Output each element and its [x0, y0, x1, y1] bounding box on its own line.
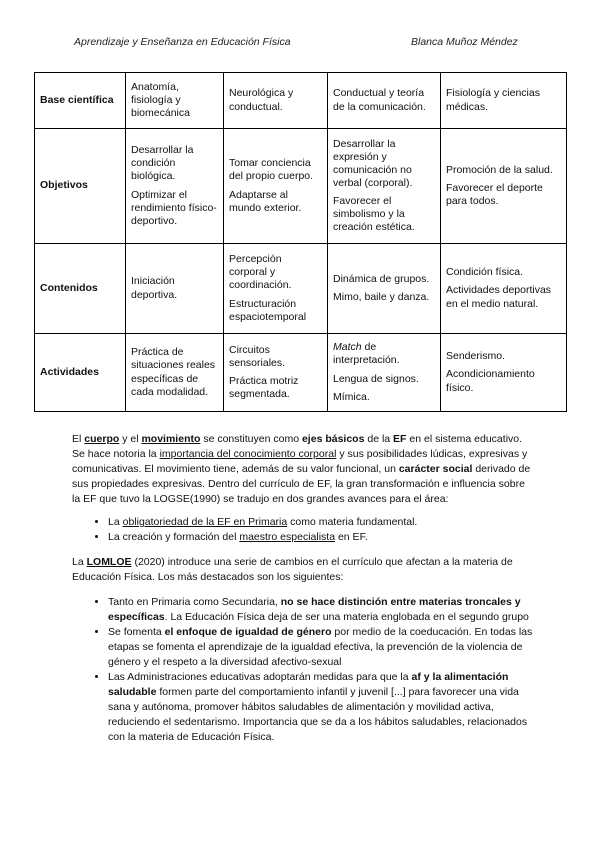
text-run: La creación y formación del — [108, 531, 240, 543]
cell-text: Condición física. — [446, 266, 524, 279]
table-cell — [441, 129, 567, 244]
cell-text: Percepción corporal y coordinación. — [229, 253, 292, 292]
list-item — [108, 530, 534, 545]
list-item — [108, 515, 534, 530]
table-row-base-cientifica — [35, 73, 567, 129]
table-row-actividades — [35, 334, 567, 412]
list-lomloe-changes — [72, 595, 534, 745]
cell-text: Desarrollar la expresión y comunicación no verbal (corporal). — [333, 137, 413, 189]
text-run: La — [72, 556, 87, 568]
cell-text: Acondicionamiento físico. — [446, 368, 535, 394]
row-label: Objetivos — [35, 129, 126, 244]
table-row-contenidos — [35, 244, 567, 334]
cell-text: Práctica de situaciones reales específicas de cada modalidad. — [131, 346, 216, 398]
text-run: y sus posibilidades lúdicas, expresivas y comunicativas. El movimiento tiene, además de su valor funcional, un — [72, 448, 528, 475]
cell-text: Lengua de signos. — [333, 372, 419, 385]
text-run: por medio de la coeducación. En todas las etapas se fomenta el aprendizaje de la igualdad efectiva, la prevención de la violencia de género y el respeto a la diversidad afectivo-sexual — [108, 626, 533, 668]
row-label: Base científica — [35, 73, 126, 129]
table-row-objetivos — [35, 129, 567, 244]
text-run: La — [108, 516, 123, 528]
cell-text: Mimo, baile y danza. — [333, 291, 430, 303]
cell-text: Práctica motriz segmentada. — [229, 375, 299, 401]
text-run: Tanto en Primaria como Secundaria, — [108, 596, 281, 608]
table-cell: Anatomía, fisiología y biomecánica — [126, 73, 224, 129]
text-run: El — [72, 433, 85, 445]
paragraph-ejes-basicos — [72, 432, 534, 507]
table-cell — [224, 244, 328, 334]
row-label: Contenidos — [35, 244, 126, 334]
cell-text: Iniciación deportiva. — [131, 275, 178, 301]
cell-italic-text: Match — [333, 341, 362, 354]
cell-text: Adaptarse al mundo exterior. — [229, 188, 302, 214]
list-item — [108, 595, 534, 625]
text-run: (2020) introduce una serie de cambios en el currículo que afectan a la materia de Educación Física. Los más destacados son los siguientes: — [72, 556, 513, 583]
table-cell — [328, 334, 441, 412]
table-cell — [441, 334, 567, 412]
header-author: Blanca Muñoz Méndez — [411, 36, 518, 48]
cell-text: Dinámica de grupos. — [333, 272, 430, 285]
text-run: derivado de sus propiedades expresivas. Dentro del currículo de EF, la gran transformación e influencia sobre la EF que tuvo la LOGSE(1990) se tradujo en dos grandes avances para el área: — [72, 463, 531, 505]
text-run: en el sistema educativo. Se hace notoria la — [72, 433, 523, 460]
text-run: en EF. — [335, 531, 368, 543]
term-no-distincion: no se hace distinción entre materias troncales y específicas — [108, 596, 521, 623]
term-obligatoriedad: obligatoriedad de la EF en Primaria — [122, 516, 288, 528]
table-cell — [126, 129, 224, 244]
row-label: Actividades — [35, 334, 126, 412]
term-cuerpo: cuerpo — [84, 433, 120, 445]
table-cell: Neurológica y conductual. — [224, 73, 328, 129]
term-ejes-basicos: ejes básicos — [301, 433, 365, 445]
text-run: Las Administraciones educativas adoptarán medidas para que la — [108, 671, 412, 683]
paragraph-lomloe — [72, 555, 534, 585]
table-cell — [126, 334, 224, 412]
text-run: . La Educación Física deja de ser una materia englobada en el segundo grupo — [164, 611, 529, 623]
term-importancia: importancia del conocimiento corporal — [159, 448, 337, 460]
term-igualdad-genero: el enfoque de igualdad de género — [164, 626, 332, 638]
cell-text-rest: de interpretación. — [333, 341, 400, 367]
text-run: como materia fundamental. — [287, 516, 418, 528]
cell-text: Favorecer el simbolismo y la creación estética. — [333, 195, 415, 234]
text-run: Se fomenta — [108, 626, 165, 638]
table-cell — [441, 244, 567, 334]
cell-text: Mímica. — [333, 390, 370, 403]
cell-text: Circuitos sensoriales. — [229, 343, 286, 369]
term-af-alimentacion: af y la alimentación saludable — [108, 671, 509, 698]
cell-text: Tomar conciencia del propio cuerpo. — [229, 157, 314, 183]
term-movimiento: movimiento — [141, 433, 201, 445]
cell-text: Optimizar el rendimiento físico-deportivo. — [131, 188, 217, 227]
table-cell — [126, 244, 224, 334]
list-item — [108, 625, 534, 670]
term-ef: EF — [393, 433, 407, 445]
cell-text — [333, 341, 435, 367]
list-logse-advances — [72, 515, 534, 545]
table-cell — [328, 244, 441, 334]
text-run: formen parte del comportamiento infantil y juvenil [...] para favorecer una vida sana y autónoma, promover hábitos saludables de alimentación y movilidad activa, reduciendo el sedentarismo. Importancia que se da a los hábitos saludables, relacionados con la materia de Educación Física. — [108, 686, 528, 743]
text-run: y el — [119, 433, 142, 445]
cell-text: Actividades deportivas en el medio natural. — [446, 284, 552, 310]
cell-text: Favorecer el deporte para todos. — [446, 181, 543, 208]
term-lomloe: LOMLOE — [86, 556, 132, 568]
term-caracter-social: carácter social — [398, 463, 473, 475]
cell-text: Promoción de la salud. — [446, 163, 553, 176]
header-course-title: Aprendizaje y Enseñanza en Educación Física — [74, 36, 291, 48]
text-run: de la — [364, 433, 394, 445]
term-maestro-especialista: maestro especialista — [239, 531, 336, 543]
curriculum-table — [34, 72, 567, 412]
body-text — [72, 432, 534, 745]
table-cell: Conductual y teoría de la comunicación. — [328, 73, 441, 129]
text-run: se constituyen como — [200, 433, 302, 445]
cell-text: Desarrollar la condición biológica. — [131, 144, 194, 183]
cell-text: Senderismo. — [446, 350, 505, 363]
cell-text: Estructuración espaciotemporal — [229, 297, 307, 323]
table-cell — [224, 129, 328, 244]
table-cell — [328, 129, 441, 244]
list-item — [108, 670, 534, 745]
table-cell: Fisiología y ciencias médicas. — [441, 73, 567, 129]
table-cell — [224, 334, 328, 412]
